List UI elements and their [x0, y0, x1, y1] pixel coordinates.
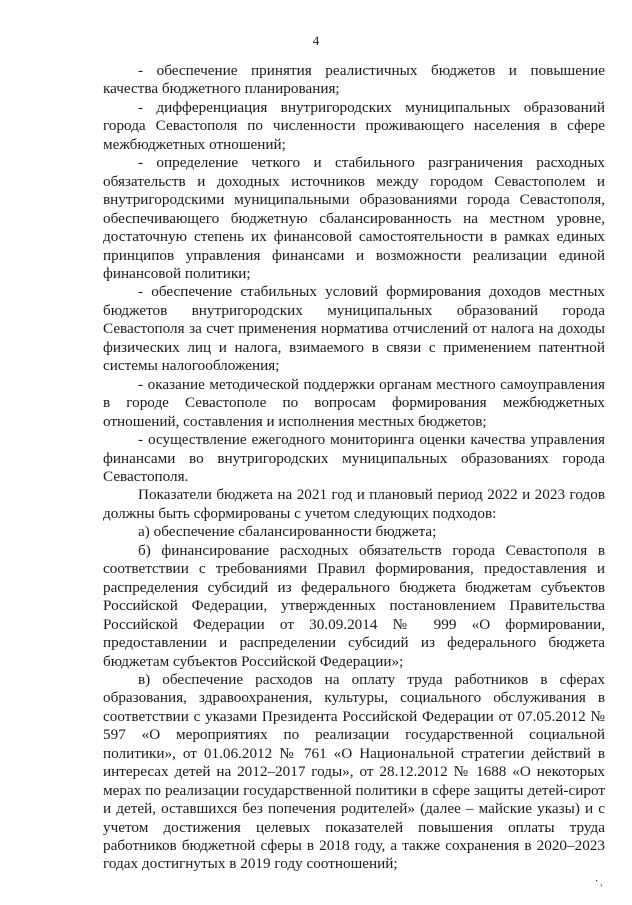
paragraph: - осуществление ежегодного мониторинга оценки качества управления финансами во внутригородских муниципальных образованиях города Севастополя. — [103, 431, 605, 485]
paragraph: - оказание методической поддержки органам местного самоуправления в городе Севастополе по вопросам формирования межбюджетных отношений, составления и исполнения местных бюджетов; — [103, 375, 605, 430]
document-body — [103, 62, 605, 874]
paragraph: а) обеспечение сбалансированности бюджета; — [138, 523, 437, 541]
page-number: 4 — [312, 33, 320, 48]
paragraph: - определение четкого и стабильного разграничения расходных обязательств и доходных источников между городом Севастополем и внутригородскими муниципальными образованиями города Севастополя, обеспечивающего бюджетную сбалансированность на местном уровне, достаточную степень их финансовой самостоятельности в рамках единых принципов управления финансами и возможности реализации единой финансовой политики; — [103, 154, 605, 282]
paragraph: - обеспечение принятия реалистичных бюджетов и повышение качества бюджетного планирования; — [103, 62, 605, 98]
paragraph: - дифференциация внутригородских муниципальных образований города Севастополя по численности проживающего населения в сфере межбюджетных отношений; — [103, 98, 605, 153]
paragraph: - обеспечение стабильных условий формирования доходов местных бюджетов внутригородских муниципальных образований города Севастополя за счет применения норматива отчислений от налога на доходы физических лиц и налога, взимаемого в связи с применением патентной системы налогообложения; — [103, 283, 605, 375]
scan-mark: . ˎ — [593, 870, 609, 888]
paragraph: в) обеспечение расходов на оплату труда работников в сферах образования, здравоохранения, культуры, социального обслуживания в соответствии с указами Президента Российской Федерации от 07.05.2012 № 597 «О мероприятиях по реализации государственной социальной политики», от 01.06.2012 № 761 «О Национальной стратегии действий в интересах детей на 2012–2017 годы», от 28.12.2012 № 1688 «О некоторых мерах по реализации государственной политики в сфере защиты детей-сирот и детей, оставшихся без попечения родителей» (далее – майские указы) и с учетом достижения целевых показателей повышения оплаты труда работников бюджетной сферы в 2018 году, а также сохранения в 2020–2023 годах достигнутых в 2019 году соотношений; — [103, 670, 605, 873]
paragraph: б) финансирование расходных обязательств города Севастополя в соответствии с требованиями Правил формирования, предоставления и распределения субсидий из федерального бюджета бюджетам субъектов Российской Федерации, утвержденных постановлением Правительства Российской Федерации от 30.09.2014 № 999 «О формировании, предоставлении и распределении субсидий из федерального бюджета бюджетам субъектов Российской Федерации»; — [103, 541, 605, 670]
paragraph: Показатели бюджета на 2021 год и плановый период 2022 и 2023 годов должны быть сформированы с учетом следующих подходов: — [103, 486, 605, 522]
